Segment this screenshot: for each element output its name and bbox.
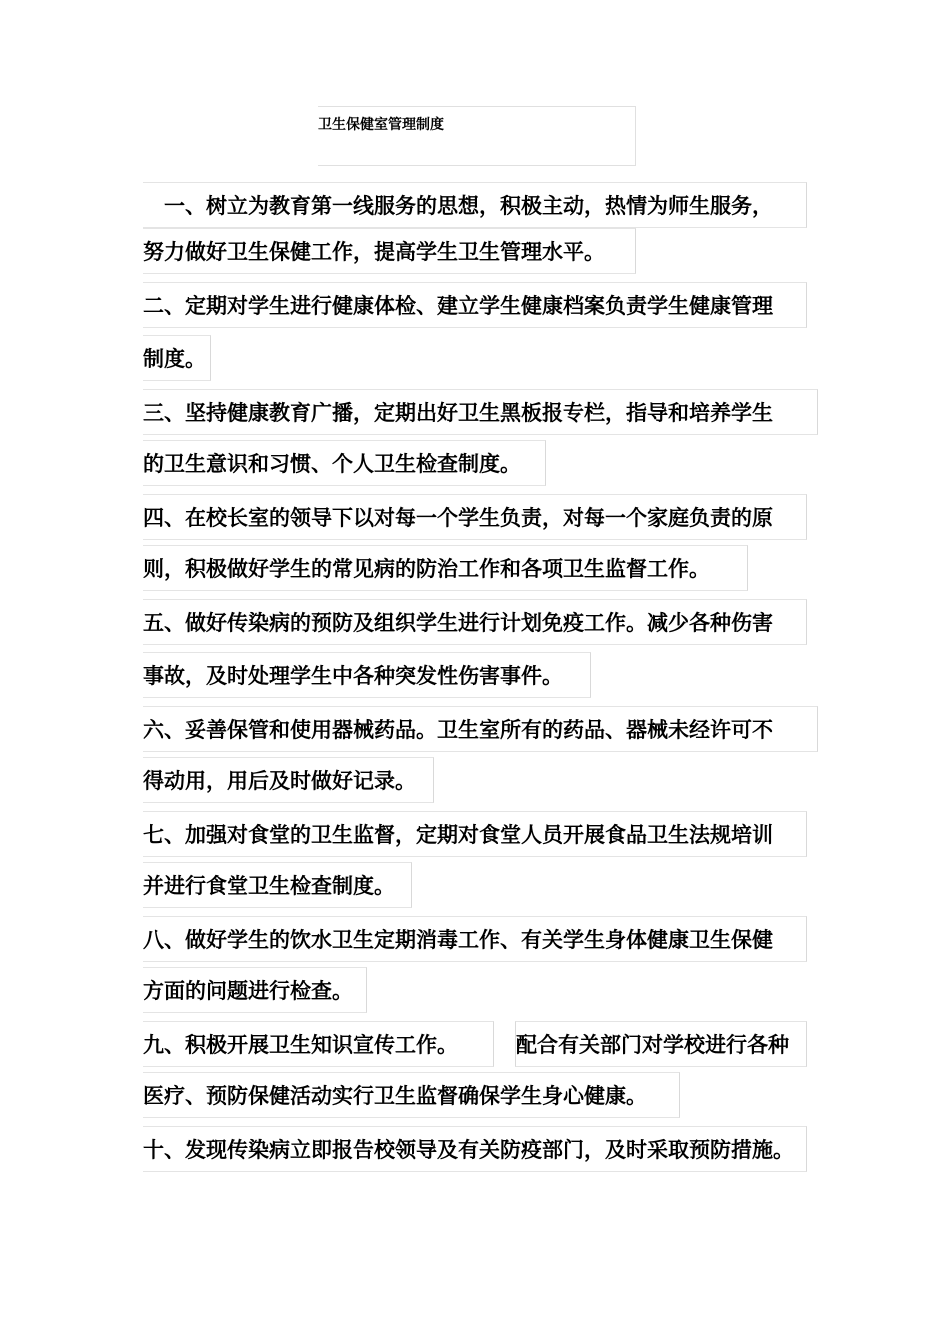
text-line: 二、定期对学生进行健康体检、建立学生健康档案负责学生健康管理: [143, 282, 807, 328]
page-title: 卫生保健室管理制度: [318, 117, 444, 133]
text-line: 七、加强对食堂的卫生监督，定期对食堂人员开展食品卫生法规培训: [143, 811, 807, 857]
text-line: 的卫生意识和习惯、个人卫生检查制度。: [143, 440, 546, 486]
text-line: 努力做好卫生保健工作，提高学生卫生管理水平。: [143, 228, 636, 274]
text-line: 配合有关部门对学校进行各种: [515, 1021, 807, 1067]
text-line: 一、树立为教育第一线服务的思想，积极主动，热情为师生服务，: [143, 182, 807, 228]
text-line: 得动用，用后及时做好记录。: [143, 757, 434, 803]
text-line: 六、妥善保管和使用器械药品。卫生室所有的药品、器械未经许可不: [143, 706, 818, 752]
text-line: 五、做好传染病的预防及组织学生进行计划免疫工作。减少各种伤害: [143, 599, 807, 645]
text-line: 并进行食堂卫生检查制度。: [143, 862, 412, 908]
text-line: 制度。: [143, 335, 211, 381]
text-line: 八、做好学生的饮水卫生定期消毒工作、有关学生身体健康卫生保健: [143, 916, 807, 962]
text-line: 三、坚持健康教育广播，定期出好卫生黑板报专栏，指导和培养学生: [143, 389, 818, 435]
text-line: 九、积极开展卫生知识宣传工作。: [143, 1021, 494, 1067]
text-line: 则，积极做好学生的常见病的防治工作和各项卫生监督工作。: [143, 545, 748, 591]
text-line: 事故，及时处理学生中各种突发性伤害事件。: [143, 652, 591, 698]
text-line: 方面的问题进行检查。: [143, 967, 367, 1013]
text-line: 四、在校长室的领导下以对每一个学生负责，对每一个家庭负责的原: [143, 494, 807, 540]
text-line: 医疗、预防保健活动实行卫生监督确保学生身心健康。: [143, 1072, 680, 1118]
text-line: 十、发现传染病立即报告校领导及有关防疫部门，及时采取预防措施。: [143, 1126, 807, 1172]
